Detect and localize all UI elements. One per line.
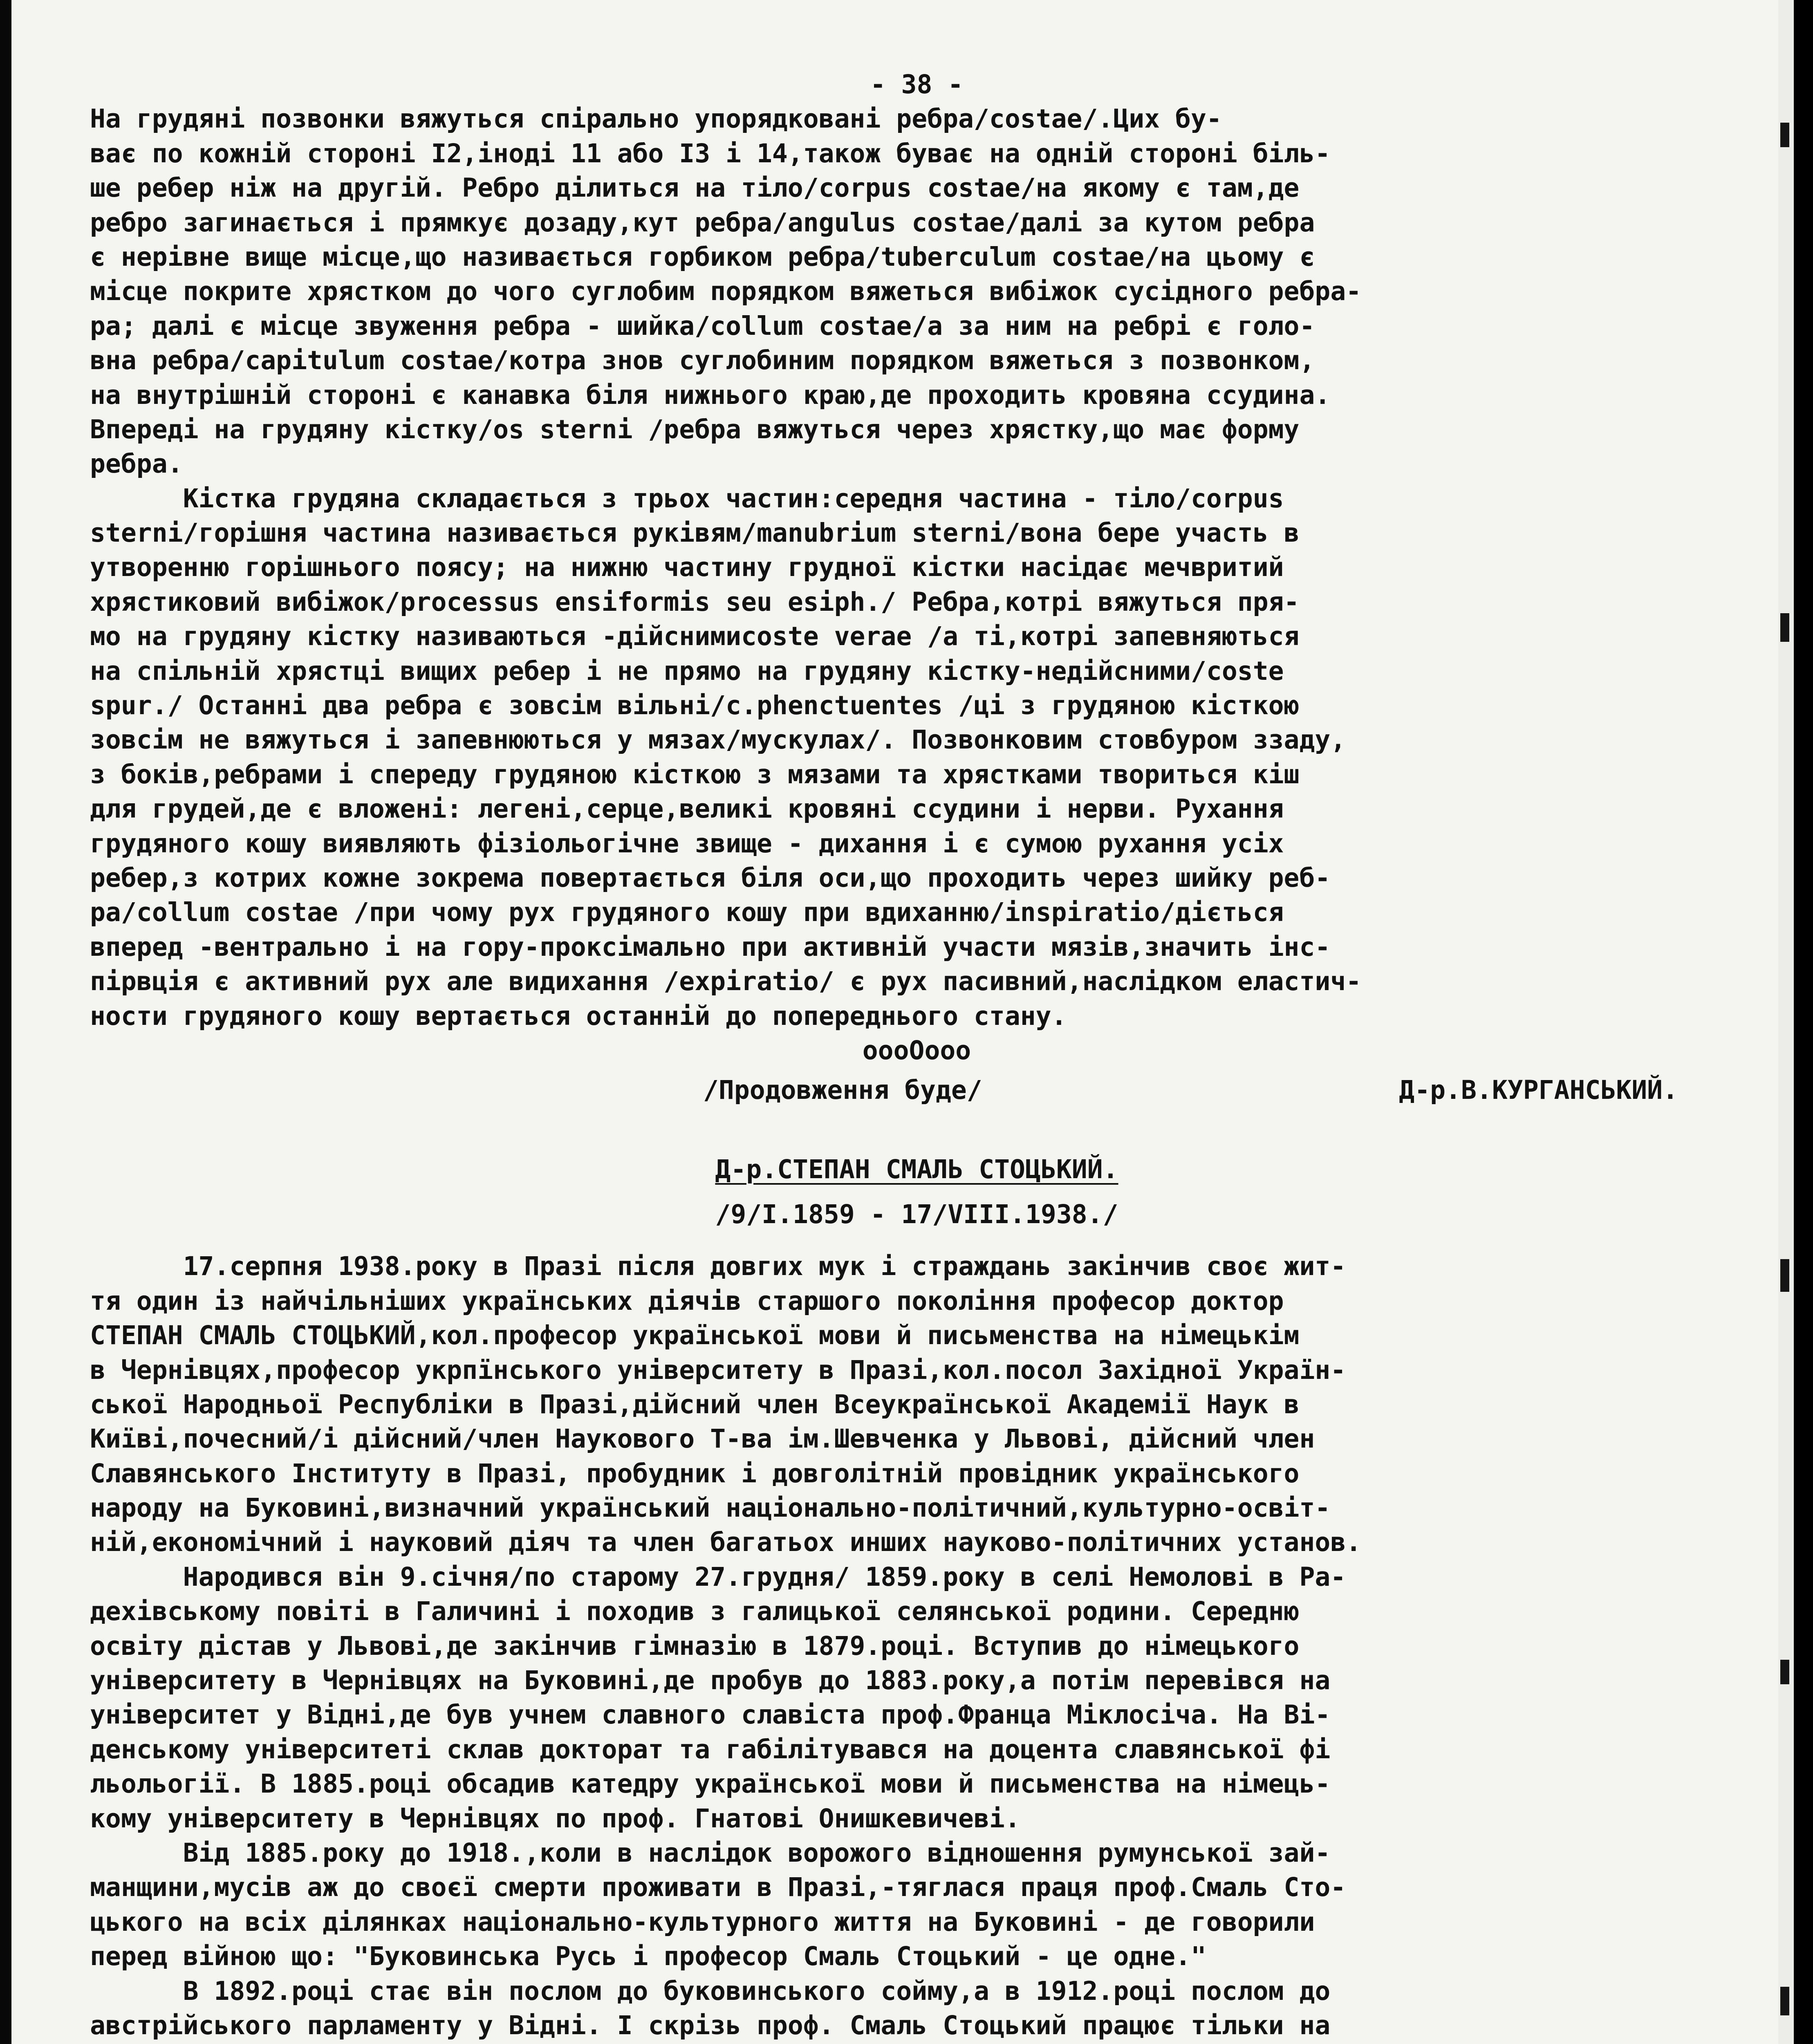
text-line: Від 1885.року до 1918.,коли в наслідок ворожого відношення румунської зай- <box>90 1838 1331 1868</box>
text-line: ше ребер ніж на другій. Ребро ділиться на тіло/corpus costae/на якому є там,де <box>90 173 1300 203</box>
text-line: місце покрите хрястком до чого суглобим порядком вяжеться вибіжок сусідного ребра- <box>90 276 1362 307</box>
text-line: перед війною що: "Буковинська Русь і професор Смаль Стоцький - це одне." <box>90 1941 1206 1972</box>
scan-edge-right <box>1794 0 1795 2044</box>
text-line: освіту дістав у Львові,де закінчив гімназію в 1879.році. Вступив до німецького <box>90 1631 1300 1661</box>
text-line: денському університеті склав докторат та габілітувався на доцента славянської фі <box>90 1734 1331 1764</box>
anatomy-article-body <box>90 102 1744 1033</box>
author-signature: Д-р.В.КУРГАНСЬКИЙ. <box>1399 1075 1678 1105</box>
text-line: на внутрішній стороні є канавка біля нижнього краю,де проходить кровяна ссудина. <box>90 380 1331 410</box>
next-page-mark <box>1780 613 1789 642</box>
next-page-mark <box>1780 1259 1789 1292</box>
text-line: цького на всіх ділянках національно-культурного життя на Буковині - де говорили <box>90 1907 1315 1937</box>
text-line: ської Народньої Республіки в Празі,дійсний член Всеукраїнської Академії Наук в <box>90 1389 1300 1419</box>
obituary-body <box>90 1249 1744 2044</box>
text-line: народу на Буковині,визначний український національно-політичний,культурно-освіт- <box>90 1493 1331 1523</box>
text-line: ребер,з котрих кожне зокрема повертається біля оси,що проходить через шийку реб- <box>90 863 1331 893</box>
text-line: ра/collum costae /при чому рух грудяного кошу при вдиханню/inspiratio/діється <box>90 897 1284 928</box>
scan-edge-left <box>0 0 11 2044</box>
text-line: Кістка грудяна складається з трьох частин:середня частина - тіло/corpus <box>90 483 1284 513</box>
text-line: 17.серпня 1938.року в Празі після довгих мук і страждань закінчив своє жит- <box>90 1251 1346 1282</box>
text-line: ра; далі є місце звуження ребра - шийка/collum costae/а за ним на ребрі є голо- <box>90 311 1315 341</box>
next-page-mark <box>1780 123 1789 147</box>
obituary-dates: /9/I.1859 - 17/VIII.1938./ <box>715 1199 1118 1230</box>
text-line: ности грудяного кошу вертається останній до попереднього стану. <box>90 1001 1067 1031</box>
text-line: хрястиковий вибіжок/processus ensiformis seu esiph./ Ребра,котрі вяжуться пря- <box>90 587 1300 617</box>
text-line: вна ребра/capitulum costae/котра знов суглобиним порядком вяжеться з позвонком, <box>90 345 1315 376</box>
text-line: дехівському повіті в Галичині і походив з галицької селянської родини. Середню <box>90 1596 1300 1627</box>
text-line: вперед -вентрально і на гору-проксімально при активній участи мязів,значить інс- <box>90 932 1331 962</box>
text-line: з боків,ребрами і спереду грудяною кісткою з мязами та хрястками твориться кіш <box>90 759 1300 789</box>
text-line: пірвція є активний рух але видихання /expiratio/ є рух пасивний,наслідком еластич- <box>90 966 1362 997</box>
text-line: Київі,почесний/і дійсний/член Наукового Т-ва ім.Шевченка у Львові, дійсний член <box>90 1424 1315 1454</box>
text-line: університету в Чернівцях на Буковині,де пробув до 1883.року,а потім перевівся на <box>90 1665 1331 1696</box>
text-line: На грудяні позвонки вяжуться спірально упорядковані ребра/costae/.Цих бу- <box>90 104 1222 134</box>
text-line: sterni/горішня частина називається руківям/manubrium sterni/вона бере участь в <box>90 518 1300 548</box>
text-line: утворенню горішнього поясу; на нижню частину грудної кістки насідає мечвритий <box>90 552 1284 583</box>
text-line: австрійського парламенту у Відні. І скрізь проф. Смаль Стоцький працює тільки на <box>90 2010 1331 2040</box>
text-line: тя один із найчільніших українських діячів старшого покоління професор доктор <box>90 1286 1284 1316</box>
text-line: є нерівне вище місце,що називається горбиком ребра/tuberculum costae/на цьому є <box>90 242 1315 272</box>
text-line: для грудей,де є вложені: легені,серце,великі кровяні ссудини і нерви. Рухання <box>90 794 1284 824</box>
text-line: зовсім не вяжуться і запевнюються у мязах/мускулах/. Позвонковим стовбуром ззаду, <box>90 725 1346 755</box>
text-line: Впереді на грудяну кістку/os sterni /ребра вяжуться через хрястку,що має форму <box>90 414 1300 444</box>
text-line: СТЕПАН СМАЛЬ СТОЦЬКИЙ,кол.професор української мови й письменства на німецькім <box>90 1320 1300 1351</box>
next-page-strip <box>1778 0 1795 2044</box>
text-line: Народився він 9.січня/по старому 27.грудня/ 1859.року в селі Немолові в Ра- <box>90 1562 1346 1592</box>
text-line: В 1892.році стає він послом до буковинського сойму,а в 1912.році послом до <box>90 1976 1331 2006</box>
text-line: грудяного кошу виявляють фізіольогічне звище - дихання і є сумою рухання усіх <box>90 828 1284 858</box>
text-line: ребра. <box>90 449 183 479</box>
obituary-title: Д-р.СТЕПАН СМАЛЬ СТОЦЬКИЙ. <box>715 1154 1118 1185</box>
text-line: ребро загинається і прямкує дозаду,кут ребра/angulus costae/далі за кутом ребра <box>90 207 1315 238</box>
article-footer <box>90 1068 1744 1113</box>
text-line: льольогії. В 1885.році обсадив катедру української мови й письменства на німець- <box>90 1769 1331 1799</box>
text-line: ває по кожній стороні I2,іноді 11 або I3 і 14,також буває на одній стороні біль- <box>90 138 1331 168</box>
text-line: spur./ Останні два ребра є зовсім вільні/c.phenctuentes /ці з грудяною кісткою <box>90 690 1300 721</box>
text-line: ній,економічний і науковий діяч та член багатьох инших науково-політичних установ. <box>90 1527 1362 1558</box>
page-number: - 38 - <box>870 69 964 99</box>
page-content <box>90 67 1744 2044</box>
text-line: університет у Відні,де був учнем славного славіста проф.Франца Міклосіча. На Ві- <box>90 1700 1331 1730</box>
text-line: кому університету в Чернівцях по проф. Гнатові Онишкевичеві. <box>90 1803 1020 1833</box>
next-page-mark <box>1780 1660 1789 1684</box>
text-line: на спільній хрястці вищих ребер і не прямо на грудяну кістку-недійсними/coste <box>90 656 1284 686</box>
continued-note: /Продовження буде/ <box>703 1075 982 1105</box>
text-line: мо на грудяну кістку називаються -дійснимиcoste verae /а ті,котрі запевняються <box>90 621 1300 652</box>
section-ornament: oooOooo <box>862 1035 971 1065</box>
text-line: манщини,мусів аж до своєї смерти проживати в Празі,-тяглася праця проф.Смаль Сто- <box>90 1872 1346 1903</box>
next-page-mark <box>1780 1987 1789 2015</box>
text-line: Славянського Інституту в Празі, пробудник і довголітній провідник українського <box>90 1458 1300 1488</box>
text-line: в Чернівцях,професор укрпїнського університету в Празі,кол.посол Західної Україн- <box>90 1355 1346 1385</box>
